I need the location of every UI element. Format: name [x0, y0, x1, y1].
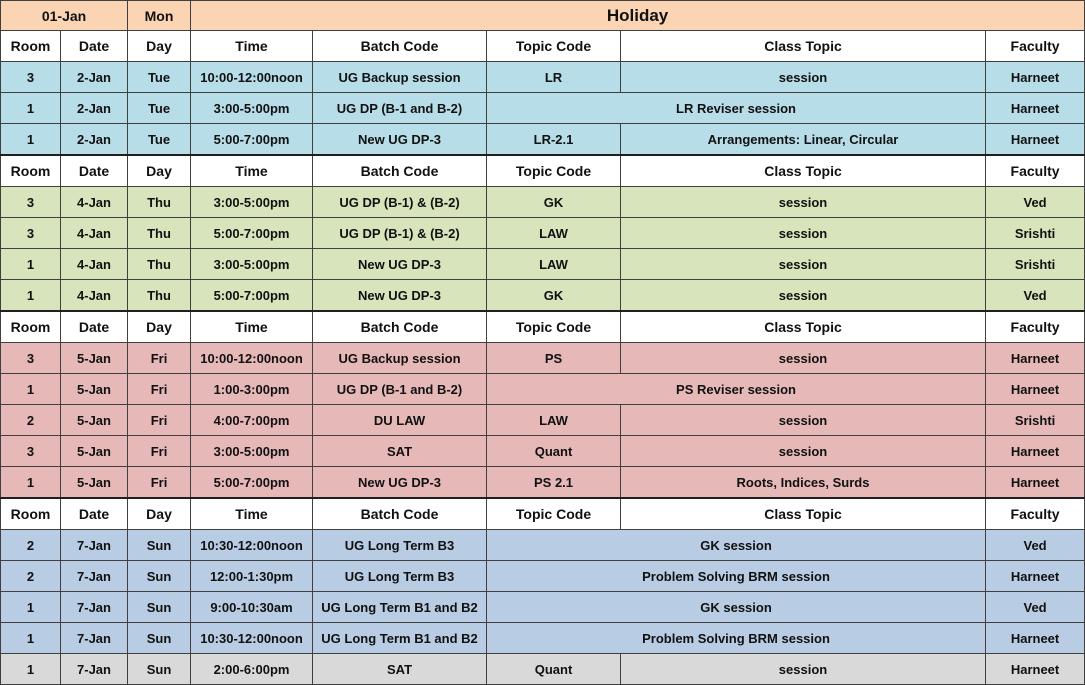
topic-code-cell: GK	[487, 280, 621, 312]
day-cell: Thu	[128, 280, 191, 312]
day-cell: Fri	[128, 405, 191, 436]
header-faculty: Faculty	[986, 31, 1085, 62]
header-batch-code: Batch Code	[313, 311, 487, 343]
room-cell: 1	[1, 93, 61, 124]
date-cell: 7-Jan	[61, 654, 128, 685]
day-cell: Sun	[128, 654, 191, 685]
topic-code-cell: Quant	[487, 436, 621, 467]
date-cell: 4-Jan	[61, 187, 128, 218]
header-time: Time	[191, 498, 313, 530]
topic-code-cell: GK	[487, 187, 621, 218]
holiday-label: Holiday	[191, 1, 1085, 31]
header-date: Date	[61, 31, 128, 62]
batch-code-cell: New UG DP-3	[313, 249, 487, 280]
header-date: Date	[61, 311, 128, 343]
class-topic-cell: session	[621, 343, 986, 374]
class-topic-cell: session	[621, 436, 986, 467]
header-day: Day	[128, 311, 191, 343]
room-cell: 1	[1, 124, 61, 156]
time-cell: 5:00-7:00pm	[191, 218, 313, 249]
topic-code-cell: LR	[487, 62, 621, 93]
table-row	[1, 280, 1085, 312]
room-cell: 3	[1, 187, 61, 218]
batch-code-cell: UG Long Term B3	[313, 530, 487, 561]
faculty-cell: Harneet	[986, 124, 1085, 156]
header-batch-code: Batch Code	[313, 498, 487, 530]
day-cell: Tue	[128, 124, 191, 156]
table-row	[1, 654, 1085, 685]
header-batch-code: Batch Code	[313, 155, 487, 187]
header-faculty: Faculty	[986, 155, 1085, 187]
batch-code-cell: SAT	[313, 436, 487, 467]
batch-code-cell: UG Backup session	[313, 62, 487, 93]
topic-code-cell: LAW	[487, 218, 621, 249]
header-time: Time	[191, 311, 313, 343]
batch-code-cell: UG Backup session	[313, 343, 487, 374]
time-cell: 10:00-12:00noon	[191, 343, 313, 374]
date-cell: 4-Jan	[61, 280, 128, 312]
header-day: Day	[128, 498, 191, 530]
schedule-body	[1, 1, 1085, 685]
day-cell: Sun	[128, 561, 191, 592]
class-topic-cell: Arrangements: Linear, Circular	[621, 124, 986, 156]
room-cell: 2	[1, 530, 61, 561]
header-room: Room	[1, 311, 61, 343]
batch-code-cell: New UG DP-3	[313, 124, 487, 156]
date-cell: 5-Jan	[61, 343, 128, 374]
topic-code-cell: LR-2.1	[487, 124, 621, 156]
batch-code-cell: DU LAW	[313, 405, 487, 436]
batch-code-cell: UG Long Term B1 and B2	[313, 623, 487, 654]
room-cell: 1	[1, 374, 61, 405]
date-cell: 7-Jan	[61, 561, 128, 592]
header-date: Date	[61, 498, 128, 530]
day-cell: Thu	[128, 187, 191, 218]
header-topic-code: Topic Code	[487, 155, 621, 187]
faculty-cell: Harneet	[986, 467, 1085, 499]
day-cell: Tue	[128, 62, 191, 93]
time-cell: 3:00-5:00pm	[191, 93, 313, 124]
table-row	[1, 405, 1085, 436]
time-cell: 2:00-6:00pm	[191, 654, 313, 685]
class-topic-cell: session	[621, 187, 986, 218]
header-room: Room	[1, 31, 61, 62]
date-cell: 5-Jan	[61, 467, 128, 499]
date-cell: 5-Jan	[61, 374, 128, 405]
day-cell: Tue	[128, 93, 191, 124]
time-cell: 9:00-10:30am	[191, 592, 313, 623]
header-room: Room	[1, 155, 61, 187]
batch-code-cell: New UG DP-3	[313, 280, 487, 312]
topic-code-cell: LAW	[487, 405, 621, 436]
table-row	[1, 93, 1085, 124]
table-row	[1, 436, 1085, 467]
header-day: Day	[128, 31, 191, 62]
header-class-topic: Class Topic	[621, 498, 986, 530]
date-cell: 4-Jan	[61, 218, 128, 249]
table-row	[1, 62, 1085, 93]
room-cell: 2	[1, 405, 61, 436]
class-topic-cell: LR Reviser session	[487, 93, 986, 124]
faculty-cell: Harneet	[986, 436, 1085, 467]
faculty-cell: Harneet	[986, 93, 1085, 124]
day-cell: Sun	[128, 530, 191, 561]
table-row	[1, 374, 1085, 405]
date-cell: 4-Jan	[61, 249, 128, 280]
table-row	[1, 561, 1085, 592]
batch-code-cell: UG DP (B-1) & (B-2)	[313, 187, 487, 218]
date-cell: 2-Jan	[61, 62, 128, 93]
room-cell: 3	[1, 343, 61, 374]
time-cell: 5:00-7:00pm	[191, 467, 313, 499]
batch-code-cell: UG Long Term B3	[313, 561, 487, 592]
class-topic-cell: GK session	[487, 592, 986, 623]
header-row	[1, 498, 1085, 530]
table-row	[1, 218, 1085, 249]
room-cell: 1	[1, 592, 61, 623]
header-room: Room	[1, 498, 61, 530]
header-date: Date	[61, 155, 128, 187]
faculty-cell: Harneet	[986, 654, 1085, 685]
faculty-cell: Harneet	[986, 374, 1085, 405]
room-cell: 1	[1, 654, 61, 685]
day-cell: Thu	[128, 218, 191, 249]
day-cell: Fri	[128, 467, 191, 499]
faculty-cell: Srishti	[986, 218, 1085, 249]
header-faculty: Faculty	[986, 311, 1085, 343]
time-cell: 1:00-3:00pm	[191, 374, 313, 405]
header-class-topic: Class Topic	[621, 155, 986, 187]
time-cell: 10:30-12:00noon	[191, 623, 313, 654]
class-topic-cell: session	[621, 654, 986, 685]
class-topic-cell: session	[621, 249, 986, 280]
topic-code-cell: PS 2.1	[487, 467, 621, 499]
time-cell: 3:00-5:00pm	[191, 187, 313, 218]
time-cell: 5:00-7:00pm	[191, 280, 313, 312]
time-cell: 5:00-7:00pm	[191, 124, 313, 156]
class-topic-cell: session	[621, 62, 986, 93]
header-row	[1, 311, 1085, 343]
batch-code-cell: UG Long Term B1 and B2	[313, 592, 487, 623]
table-row	[1, 467, 1085, 499]
header-topic-code: Topic Code	[487, 31, 621, 62]
class-topic-cell: Problem Solving BRM session	[487, 623, 986, 654]
header-faculty: Faculty	[986, 498, 1085, 530]
time-cell: 3:00-5:00pm	[191, 436, 313, 467]
header-batch-code: Batch Code	[313, 31, 487, 62]
top-date: 01-Jan	[1, 1, 128, 31]
time-cell: 12:00-1:30pm	[191, 561, 313, 592]
room-cell: 1	[1, 467, 61, 499]
header-row	[1, 31, 1085, 62]
time-cell: 3:00-5:00pm	[191, 249, 313, 280]
table-row	[1, 124, 1085, 156]
class-topic-cell: session	[621, 280, 986, 312]
batch-code-cell: UG DP (B-1 and B-2)	[313, 93, 487, 124]
faculty-cell: Ved	[986, 280, 1085, 312]
faculty-cell: Harneet	[986, 62, 1085, 93]
batch-code-cell: UG DP (B-1) & (B-2)	[313, 218, 487, 249]
date-cell: 2-Jan	[61, 124, 128, 156]
faculty-cell: Harneet	[986, 623, 1085, 654]
header-topic-code: Topic Code	[487, 498, 621, 530]
date-cell: 7-Jan	[61, 530, 128, 561]
day-cell: Fri	[128, 343, 191, 374]
faculty-cell: Harneet	[986, 343, 1085, 374]
header-day: Day	[128, 155, 191, 187]
date-cell: 5-Jan	[61, 436, 128, 467]
header-topic-code: Topic Code	[487, 311, 621, 343]
topic-code-cell: LAW	[487, 249, 621, 280]
class-topic-cell: PS Reviser session	[487, 374, 986, 405]
table-row	[1, 623, 1085, 654]
table-row	[1, 343, 1085, 374]
faculty-cell: Ved	[986, 187, 1085, 218]
time-cell: 10:00-12:00noon	[191, 62, 313, 93]
day-cell: Fri	[128, 374, 191, 405]
class-topic-cell: session	[621, 405, 986, 436]
faculty-cell: Srishti	[986, 405, 1085, 436]
room-cell: 1	[1, 280, 61, 312]
table-row	[1, 592, 1085, 623]
topic-code-cell: PS	[487, 343, 621, 374]
room-cell: 3	[1, 62, 61, 93]
header-class-topic: Class Topic	[621, 31, 986, 62]
topic-code-cell: Quant	[487, 654, 621, 685]
room-cell: 3	[1, 436, 61, 467]
room-cell: 1	[1, 623, 61, 654]
date-cell: 5-Jan	[61, 405, 128, 436]
table-row	[1, 530, 1085, 561]
class-topic-cell: GK session	[487, 530, 986, 561]
day-cell: Sun	[128, 592, 191, 623]
class-topic-cell: session	[621, 218, 986, 249]
time-cell: 10:30-12:00noon	[191, 530, 313, 561]
faculty-cell: Ved	[986, 530, 1085, 561]
batch-code-cell: New UG DP-3	[313, 467, 487, 499]
room-cell: 3	[1, 218, 61, 249]
day-cell: Thu	[128, 249, 191, 280]
table-row	[1, 187, 1085, 218]
header-class-topic: Class Topic	[621, 311, 986, 343]
batch-code-cell: UG DP (B-1 and B-2)	[313, 374, 487, 405]
table-row	[1, 249, 1085, 280]
top-row	[1, 1, 1085, 31]
day-cell: Fri	[128, 436, 191, 467]
day-cell: Sun	[128, 623, 191, 654]
class-topic-cell: Roots, Indices, Surds	[621, 467, 986, 499]
header-time: Time	[191, 155, 313, 187]
room-cell: 2	[1, 561, 61, 592]
date-cell: 2-Jan	[61, 93, 128, 124]
time-cell: 4:00-7:00pm	[191, 405, 313, 436]
faculty-cell: Ved	[986, 592, 1085, 623]
class-topic-cell: Problem Solving BRM session	[487, 561, 986, 592]
faculty-cell: Srishti	[986, 249, 1085, 280]
header-row	[1, 155, 1085, 187]
room-cell: 1	[1, 249, 61, 280]
date-cell: 7-Jan	[61, 623, 128, 654]
top-day: Mon	[128, 1, 191, 31]
faculty-cell: Harneet	[986, 561, 1085, 592]
date-cell: 7-Jan	[61, 592, 128, 623]
batch-code-cell: SAT	[313, 654, 487, 685]
header-time: Time	[191, 31, 313, 62]
